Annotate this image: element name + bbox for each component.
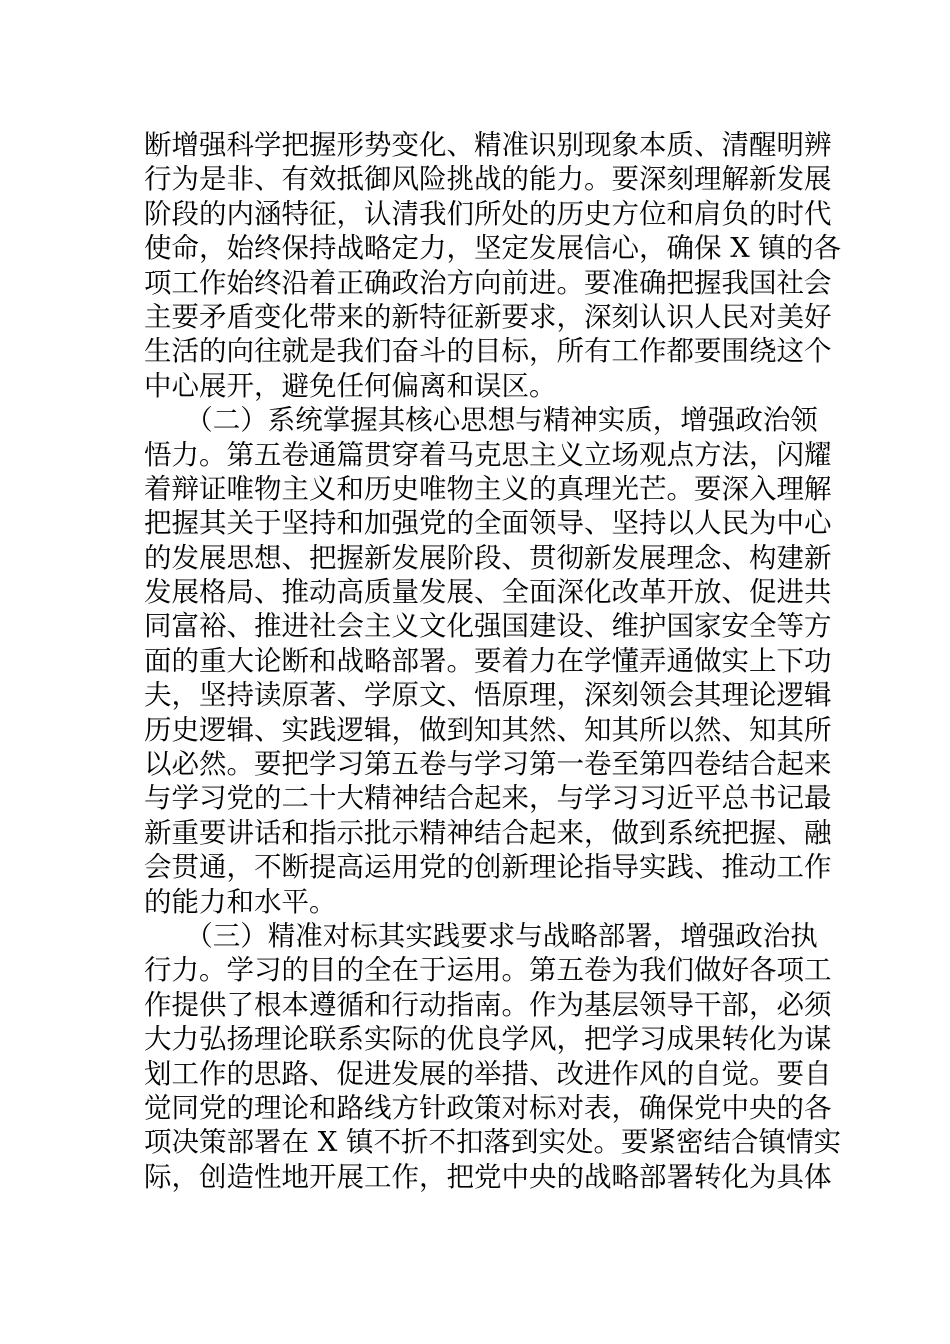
text-line: 阶段的内涵特征，认清我们所处的历史方位和肩负的时代 [144, 197, 832, 230]
text-line: 发展格局、推动高质量发展、全面深化改革开放、促进共 [144, 576, 832, 609]
section-heading-line: （二）系统掌握其核心思想与精神实质，增强政治领 [144, 404, 818, 437]
text-line: 夫，坚持读原著、学原文、悟原理，深刻领会其理论逻辑 [144, 679, 832, 712]
text-line: 际，创造性地开展工作，把党中央的战略部署转化为具体 [144, 1160, 832, 1193]
text-line: 历史逻辑、实践逻辑，做到知其然、知其所以然、知其所 [144, 713, 832, 746]
text-line: 悟力。第五卷通篇贯穿着马克思主义立场观点方法，闪耀 [144, 438, 832, 471]
section-heading-line: （三）精准对标其实践要求与战略部署，增强政治执 [144, 919, 818, 952]
text-line: 把握其关于坚持和加强党的全面领导、坚持以人民为中心 [144, 507, 832, 540]
text-line: 着辩证唯物主义和历史唯物主义的真理光芒。要深入理解 [144, 472, 832, 505]
text-line: 断增强科学把握形势变化、精准识别现象本质、清醒明辨 [144, 129, 832, 161]
text-line: 与学习党的二十大精神结合起来，与学习习近平总书记最 [144, 782, 832, 815]
text-line: 面的重大论断和战略部署。要着力在学懂弄通做实上下功 [144, 644, 832, 677]
text-line: 的发展思想、把握新发展阶段、贯彻新发展理念、构建新 [144, 541, 832, 574]
text-line: 生活的向往就是我们奋斗的目标，所有工作都要围绕这个 [144, 335, 832, 368]
text-line: 同富裕、推进社会主义文化强国建设、维护国家安全等方 [144, 610, 832, 643]
text-line: 大力弘扬理论联系实际的优良学风，把学习成果转化为谋 [144, 1023, 832, 1056]
text-line: 行为是非、有效抵御风险挑战的能力。要深刻理解新发展 [144, 163, 832, 196]
body-text [144, 128, 842, 1194]
text-line: 划工作的思路、促进发展的举措、改进作风的自觉。要自 [144, 1057, 832, 1090]
text-line: 使命，始终保持战略定力，坚定发展信心，确保 X 镇的各 [144, 232, 842, 265]
text-line: 觉同党的理论和路线方针政策对标对表，确保党中央的各 [144, 1091, 832, 1124]
text-line: 行力。学习的目的全在于运用。第五卷为我们做好各项工 [144, 954, 832, 987]
text-line: 项决策部署在 X 镇不折不扣落到实处。要紧密结合镇情实 [144, 1126, 842, 1159]
text-line: 的能力和水平。 [144, 885, 337, 918]
text-line: 以必然。要把学习第五卷与学习第一卷至第四卷结合起来 [144, 748, 832, 781]
text-line: 作提供了根本遵循和行动指南。作为基层领导干部，必须 [144, 988, 832, 1021]
text-line: 新重要讲话和指示批示精神结合起来，做到系统把握、融 [144, 816, 832, 849]
text-line: 主要矛盾变化带来的新特征新要求，深刻认识人民对美好 [144, 300, 832, 333]
text-line: 中心展开，避免任何偏离和误区。 [144, 369, 557, 402]
text-line: 项工作始终沿着正确政治方向前进。要准确把握我国社会 [144, 266, 832, 299]
text-line: 会贯通，不断提高运用党的创新理论指导实践、推动工作 [144, 851, 832, 884]
